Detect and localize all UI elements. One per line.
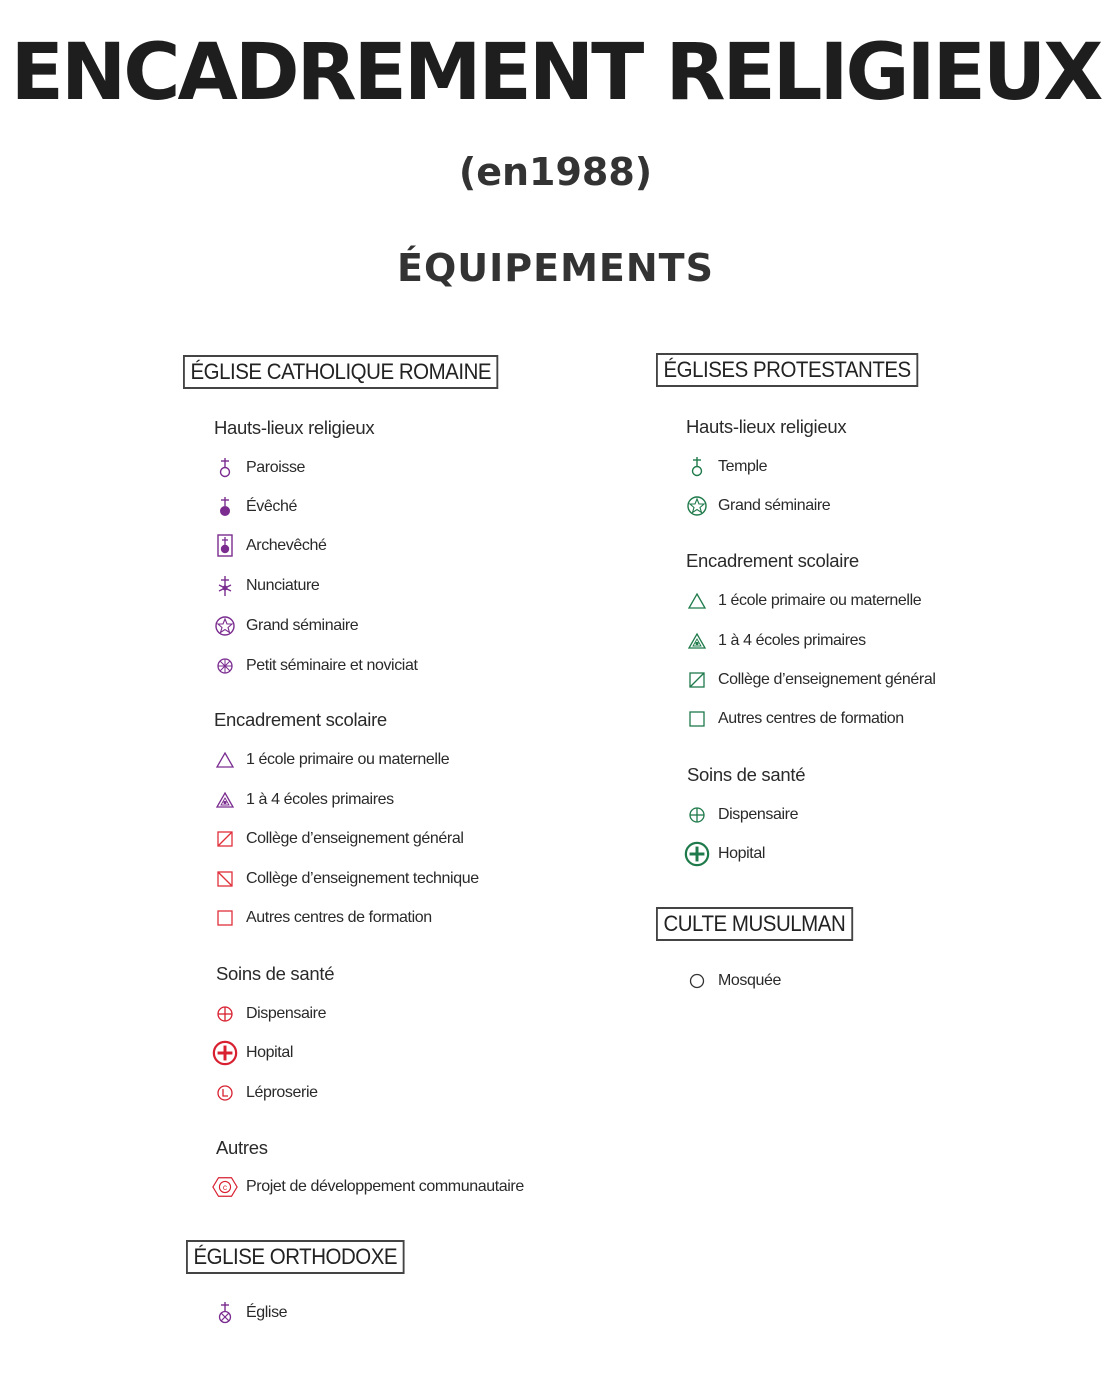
orthodox-heading: ÉGLISE ORTHODOXE: [186, 1240, 405, 1274]
orthodox-church-icon: [212, 1300, 238, 1326]
nunciature-icon: [212, 573, 238, 599]
legend-item: Collège d’enseignement général: [212, 824, 464, 854]
legend-item: c Projet de développement communautaire: [212, 1172, 524, 1202]
catholic-hauts-lieux-heading: Hauts-lieux religieux: [214, 417, 375, 438]
temple-icon: [684, 454, 710, 480]
page-title: ENCADREMENT RELIGIEUX: [10, 28, 1101, 118]
major-seminary-icon: [684, 493, 710, 519]
archbishopric-icon: [212, 533, 238, 559]
legend-item: Temple: [684, 452, 767, 482]
legend-item: Mosquée: [684, 966, 781, 996]
protestant-hauts-lieux-heading: Hauts-lieux religieux: [686, 416, 847, 437]
triangle-dot-icon: [212, 787, 238, 813]
legend-item: 1 école primaire ou maternelle: [684, 586, 921, 616]
svg-text:c: c: [222, 1182, 228, 1193]
triangle-icon: [212, 747, 238, 773]
parish-icon: [212, 455, 238, 481]
hospital-cross-icon: [212, 1040, 238, 1066]
catholic-sante-heading: Soins de santé: [216, 963, 335, 984]
legend-item: Autres centres de formation: [212, 903, 432, 933]
muslim-heading: CULTE MUSULMAN: [656, 907, 853, 941]
legend-item: Dispensaire: [684, 800, 798, 830]
legend-item: Collège d’enseignement général: [684, 665, 936, 695]
legend-item: Archevêché: [212, 531, 327, 561]
hospital-cross-icon: [684, 841, 710, 867]
circle-plus-icon: [684, 802, 710, 828]
square-backslash-icon: [212, 866, 238, 892]
protestant-heading-box: [656, 353, 938, 387]
minor-seminary-icon: [212, 653, 238, 679]
legend-item: Petit séminaire et noviciat: [212, 651, 418, 681]
catholic-heading: ÉGLISE CATHOLIQUE ROMAINE: [183, 355, 499, 389]
protestant-scolaire-heading: Encadrement scolaire: [686, 550, 859, 571]
square-slash-icon: [684, 667, 710, 693]
triangle-icon: [684, 588, 710, 614]
legend-item: Nunciature: [212, 571, 319, 601]
legend-item: Autres centres de formation: [684, 704, 904, 734]
catholic-heading-box: [183, 355, 522, 389]
hexagon-c-icon: [212, 1174, 238, 1200]
muslim-heading-box: [656, 907, 868, 941]
protestant-heading: ÉGLISES PROTESTANTES: [656, 353, 918, 387]
circle-plus-icon: [212, 1001, 238, 1027]
square-icon: [212, 905, 238, 931]
major-seminary-icon: [212, 613, 238, 639]
section-subtitle: ÉQUIPEMENTS: [397, 246, 714, 290]
bishopric-icon: [212, 494, 238, 520]
leprosarium-icon: [212, 1080, 238, 1106]
legend-item: Grand séminaire: [212, 611, 358, 641]
square-icon: [684, 706, 710, 732]
legend-item: Léproserie: [212, 1078, 318, 1108]
legend-item: Hopital: [212, 1038, 293, 1068]
legend-item: Paroisse: [212, 453, 305, 483]
catholic-autres-heading: Autres: [216, 1137, 268, 1158]
triangle-dot-icon: [684, 628, 710, 654]
legend-item: Hopital: [684, 839, 765, 869]
mosque-icon: [684, 968, 710, 994]
catholic-scolaire-heading: Encadrement scolaire: [214, 709, 387, 730]
square-slash-icon: [212, 826, 238, 852]
legend-item: 1 à 4 écoles primaires: [684, 626, 866, 656]
legend-item: 1 à 4 écoles primaires: [212, 785, 394, 815]
legend-item: Grand séminaire: [684, 491, 830, 521]
legend-item: Dispensaire: [212, 999, 326, 1029]
legend-item: Église: [212, 1298, 287, 1328]
legend-item: Évêché: [212, 492, 297, 522]
legend-item: 1 école primaire ou maternelle: [212, 745, 449, 775]
year-label: (en1988): [458, 150, 653, 194]
protestant-sante-heading: Soins de santé: [687, 764, 806, 785]
legend-item: Collège d’enseignement technique: [212, 864, 479, 894]
orthodox-heading-box: [186, 1240, 421, 1274]
